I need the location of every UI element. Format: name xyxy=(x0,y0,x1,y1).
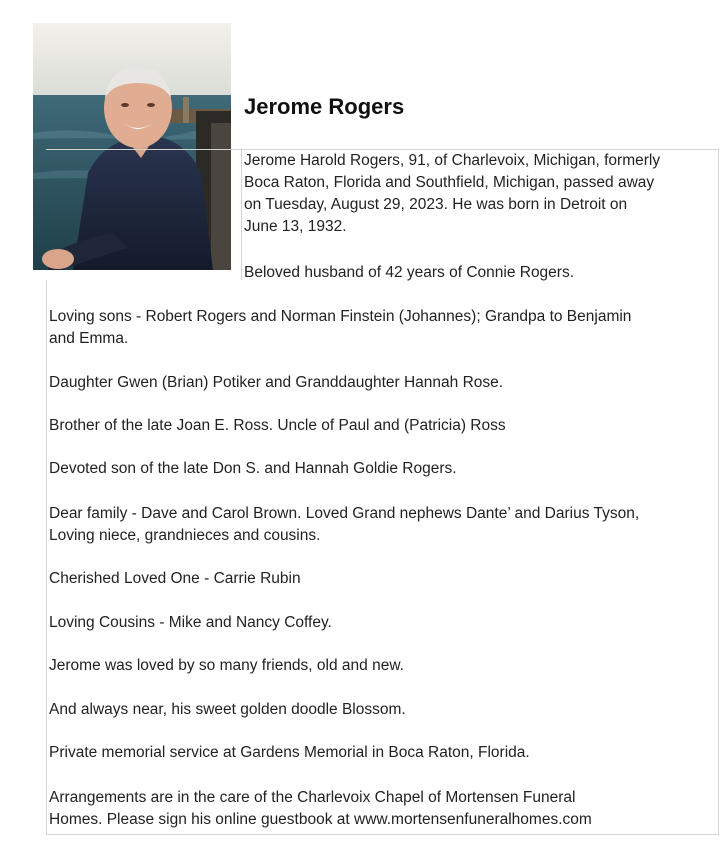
obituary-paragraph xyxy=(49,612,332,634)
obituary-paragraph xyxy=(49,787,592,831)
text-line: and Emma. xyxy=(49,330,129,347)
text-box-border xyxy=(241,149,242,280)
deceased-name: Jerome Rogers xyxy=(244,94,405,119)
text-line: Loving niece, grandnieces and cousins. xyxy=(49,527,321,544)
obituary-paragraph xyxy=(49,458,457,480)
text-line: Boca Raton, Florida and Southfield, Michigan, passed away xyxy=(244,174,655,191)
obituary-paragraph xyxy=(49,415,506,437)
text-line: Devoted son of the late Don S. and Hannah Goldie Rogers. xyxy=(49,460,457,477)
obituary-paragraph xyxy=(49,568,301,590)
text-line: Beloved husband of 42 years of Connie Rogers. xyxy=(244,264,575,281)
obituary-paragraph xyxy=(49,699,406,721)
text-line: Loving Cousins - Mike and Nancy Coffey. xyxy=(49,614,332,631)
obituary-paragraph xyxy=(49,306,631,350)
text-line: Loving sons - Robert Rogers and Norman Finstein (Johannes); Grandpa to Benjamin xyxy=(49,308,632,325)
text-line: Daughter Gwen (Brian) Potiker and Granddaughter Hannah Rose. xyxy=(49,374,504,391)
text-box-border xyxy=(46,280,47,834)
text-line: Brother of the late Joan E. Ross. Uncle of Paul and (Patricia) Ross xyxy=(49,417,506,434)
text-line: Private memorial service at Gardens Memorial in Boca Raton, Florida. xyxy=(49,744,530,761)
obituary-paragraph xyxy=(49,655,404,677)
obituary-paragraph xyxy=(49,742,530,764)
obituary-paragraph xyxy=(49,372,503,394)
obituary-paragraph xyxy=(244,150,660,238)
text-line: Jerome Harold Rogers, 91, of Charlevoix, Michigan, formerly xyxy=(244,152,661,169)
text-line: on Tuesday, August 29, 2023. He was born in Detroit on xyxy=(244,196,628,213)
text-line: And always near, his sweet golden doodle Blossom. xyxy=(49,701,406,718)
obituary-paragraph xyxy=(49,503,639,547)
text-line: June 13, 1932. xyxy=(244,218,347,235)
text-line: Dear family - Dave and Carol Brown. Loved Grand nephews Dante’ and Darius Tyson, xyxy=(49,505,640,522)
text-line: Jerome was loved by so many friends, old and new. xyxy=(49,657,404,674)
text-line: Homes. Please sign his online guestbook at www.mortensenfuneralhomes.com xyxy=(49,811,592,828)
text-line: Arrangements are in the care of the Charlevoix Chapel of Mortensen Funeral xyxy=(49,789,576,806)
obituary-text-box xyxy=(46,149,719,835)
obituary-paragraph xyxy=(244,262,574,284)
text-line: Cherished Loved One - Carrie Rubin xyxy=(49,570,301,587)
